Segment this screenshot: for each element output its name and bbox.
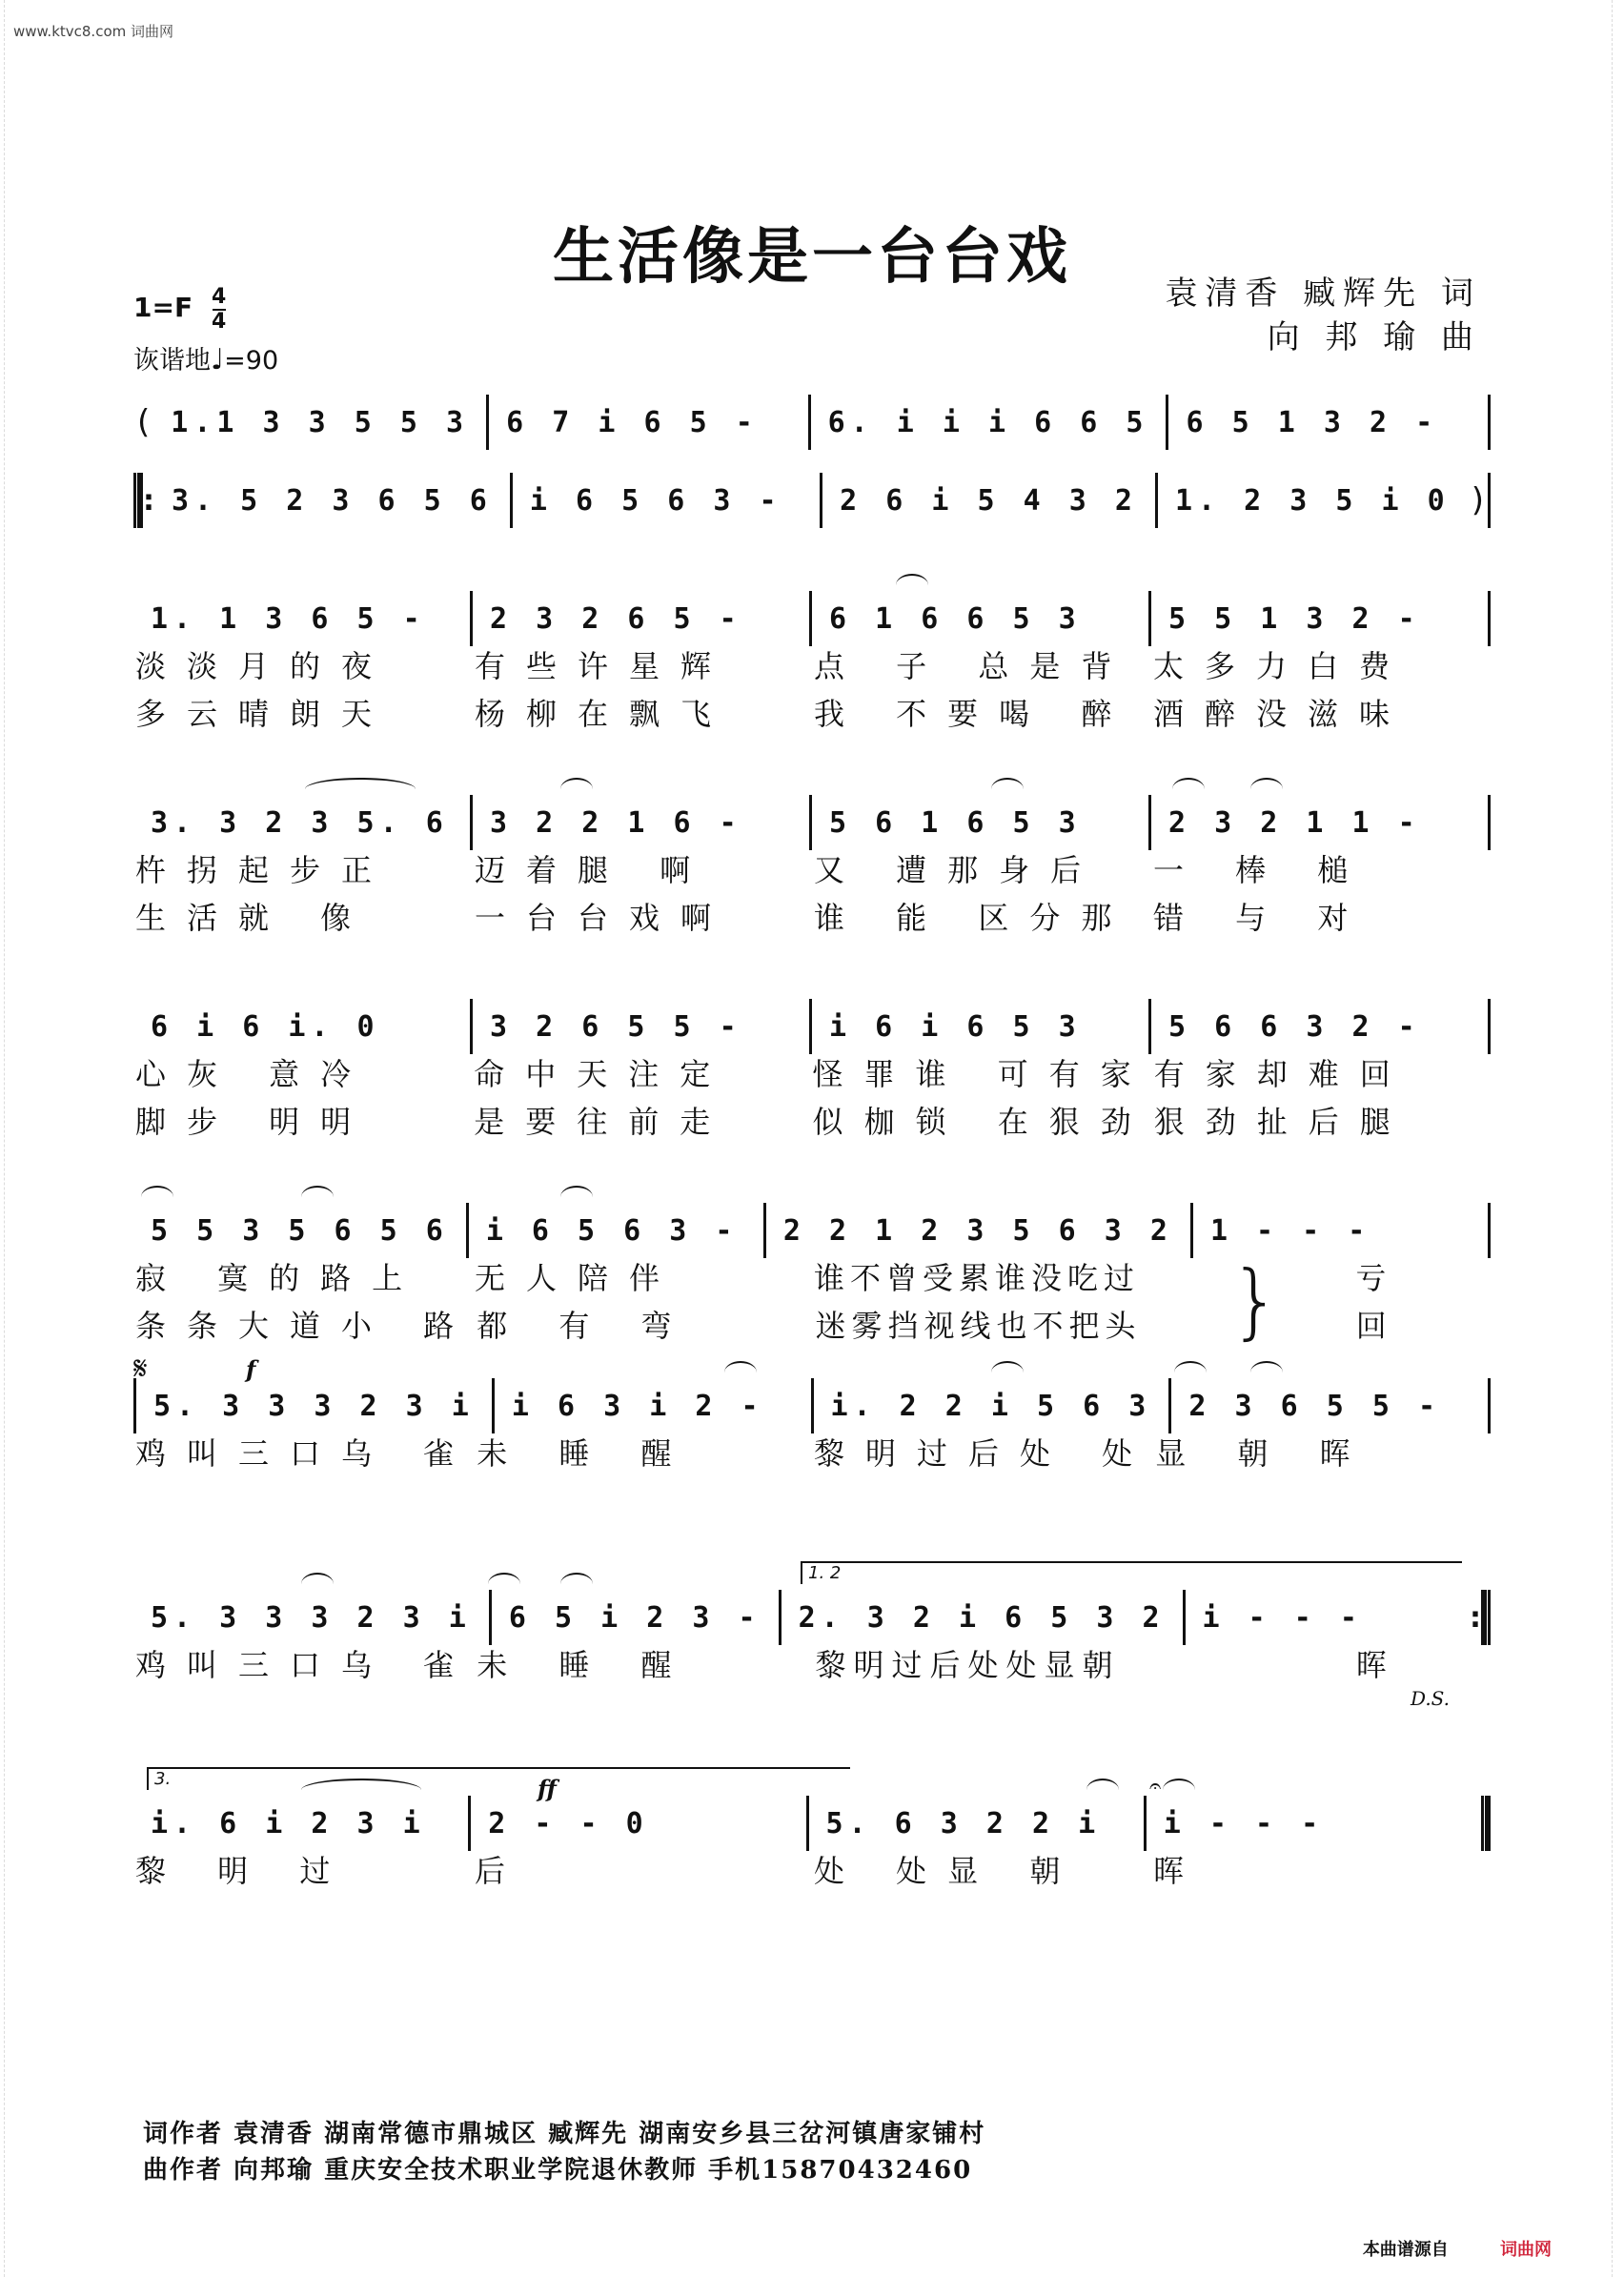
tie-icon <box>896 574 928 597</box>
lyric: 黎明过后处处显朝 <box>815 1647 1121 1683</box>
tie-icon <box>301 1186 334 1209</box>
measure: 5 6 1 6 5 3 <box>829 805 1082 840</box>
notes-row <box>133 1384 1491 1428</box>
lyric: 淡淡月的夜 <box>135 648 394 684</box>
segno-icon: 𝄋 <box>133 1350 148 1388</box>
measure: i 6 5 6 3 - <box>485 1213 739 1248</box>
dynamic-marking: f <box>246 1355 256 1383</box>
measure: 2 3 2 6 5 - <box>490 601 742 636</box>
lyric: 未 睡 醒 <box>477 1647 693 1683</box>
lyric: 命中天注定 <box>474 1056 732 1092</box>
lyrics-verse-1 <box>133 1252 1491 1300</box>
site-watermark: www.ktvc8.com 词曲网 <box>13 23 174 40</box>
lyric: 心灰 意冷 <box>135 1056 373 1092</box>
volta-bracket: 3. <box>147 1767 850 1790</box>
measure: i 6 5 6 3 - <box>529 483 782 518</box>
tempo-marking <box>133 339 278 376</box>
composer-info: 曲作者 向邦瑜 重庆安全技术职业学院退休教师 手机15870432460 <box>143 2156 973 2185</box>
lyrics-verse-2 <box>133 892 1491 940</box>
score-line-2 <box>133 478 1491 522</box>
lyric: 点 子 总是背 <box>814 648 1133 684</box>
measure: 2 - - 0 <box>488 1806 649 1840</box>
lyric: 生活就 像 <box>135 900 373 936</box>
repeat-end-barline <box>1481 1590 1491 1645</box>
measure: 6. i i i 6 6 5 <box>827 405 1149 439</box>
tie-icon <box>991 778 1024 801</box>
tie-icon <box>1250 1361 1283 1384</box>
articulation-row <box>133 1769 1491 1802</box>
measure: 5. 3 3 3 2 3 i <box>151 1600 472 1635</box>
lyric: 又 遭那身后 <box>814 852 1103 888</box>
measure: 1.1 3 3 5 5 3 <box>171 405 470 439</box>
measure: 6 5 1 3 2 - <box>1186 405 1439 439</box>
measure: 1. 2 3 5 i 0 <box>1174 483 1451 518</box>
measure: 6 1 6 6 5 3 <box>829 601 1082 636</box>
lyric: 黎明过后处 处 <box>814 1435 1154 1472</box>
tie-icon <box>1172 778 1205 801</box>
score-line-6 <box>133 1180 1491 1348</box>
left-watermark-stripe <box>4 0 12 2277</box>
lyric: 无人陪伴 <box>475 1260 681 1296</box>
tie-icon <box>301 1573 334 1596</box>
measure: 2 3 6 5 5 - <box>1188 1389 1442 1423</box>
repeat-dots-icon: : <box>143 483 154 518</box>
measure: 5 5 3 5 6 5 6 <box>151 1213 449 1248</box>
lyric: 鸡叫三口乌 雀 <box>135 1435 476 1472</box>
key-signature: 1=F <box>133 292 193 323</box>
lyric: 是要往前走 <box>474 1104 732 1140</box>
tie-icon <box>488 1573 520 1596</box>
measure: 2 6 i 5 4 3 2 <box>840 483 1138 518</box>
open-paren: ( <box>137 403 151 441</box>
lyrics-verse-2 <box>133 1096 1491 1144</box>
lyric: 狠劲扯后腿 <box>1153 1104 1411 1140</box>
measure: 6 i 6 i. 0 <box>151 1009 380 1044</box>
lyric: 有家却难回 <box>1153 1056 1411 1092</box>
quarter-note-icon: ♩ <box>211 343 225 376</box>
lyric: 处 处显 朝 <box>814 1853 1082 1889</box>
lyric: 错 与 对 <box>1153 900 1370 936</box>
lyric: 怪罪谁 可有家 <box>812 1056 1152 1092</box>
lyricist-info: 词作者 袁清香 湖南常德市鼎城区 臧辉先 湖南安乡县三岔河镇唐家铺村 <box>143 2120 986 2148</box>
tie-icon <box>724 1361 757 1384</box>
lyric: 一 棒 槌 <box>1153 852 1370 888</box>
lyric: 亏 <box>1355 1260 1408 1296</box>
lyric: 条条大道小 路 <box>135 1308 476 1344</box>
notes-row <box>133 1801 1491 1845</box>
tie-icon <box>560 1573 593 1596</box>
lyrics-verse-1 <box>133 1428 1491 1475</box>
tie-icon <box>1174 1361 1207 1384</box>
repeat-start-barline <box>133 473 143 528</box>
notes-row <box>133 478 1491 522</box>
time-signature-top: 4 <box>212 285 227 309</box>
fermata-icon: 𝄐 <box>1149 1775 1162 1799</box>
measure: 2. 3 2 i 6 5 3 2 <box>798 1600 1166 1635</box>
lyric: 杨柳在飘飞 <box>475 696 733 732</box>
lyric: 回 <box>1355 1308 1408 1344</box>
barline <box>1488 591 1491 646</box>
lyric: 迈着腿 啊 <box>475 852 712 888</box>
articulation-row <box>133 1180 1491 1209</box>
lyric: 有些许星辉 <box>475 648 733 684</box>
lyrics-verse-1 <box>133 640 1491 688</box>
lyric: 未 睡 醒 <box>477 1435 693 1472</box>
lyric: 酒醉没滋味 <box>1153 696 1411 732</box>
measure: i. 2 2 i 5 6 3 <box>830 1389 1152 1423</box>
verse-brace-icon: } <box>1229 1253 1282 1349</box>
lyric: 都 有 弯 <box>477 1308 693 1344</box>
score-line-5 <box>133 976 1491 1144</box>
lyric: 我 不要喝 醉 <box>814 696 1133 732</box>
measure: 5. 6 3 2 2 i <box>825 1806 1102 1840</box>
lyric: 晖 <box>1355 1647 1408 1683</box>
lyric: 似枷锁 在狠劲 <box>812 1104 1152 1140</box>
barline <box>1488 795 1491 850</box>
notes-row <box>133 1209 1491 1252</box>
notes-row <box>133 400 1491 444</box>
lyric: 迷雾挡视线也不把头 <box>815 1308 1142 1344</box>
measure: 3. 3 2 3 5. 6 <box>151 805 449 840</box>
articulation-row <box>133 1563 1491 1596</box>
tie-icon <box>560 1186 593 1209</box>
barline <box>1488 1378 1491 1433</box>
score-line-7 <box>133 1350 1491 1475</box>
articulation-row <box>133 976 1491 1005</box>
score-line-4 <box>133 772 1491 940</box>
barline <box>1488 1203 1491 1258</box>
lyrics-verse-1 <box>133 844 1491 892</box>
measure: 2 3 2 1 1 - <box>1168 805 1421 840</box>
final-barline <box>1481 1796 1491 1851</box>
measure: 1 - - - <box>1209 1213 1371 1248</box>
volta-bracket: 1. 2 <box>801 1561 1462 1584</box>
source-label: 本曲谱源自 <box>1362 2240 1449 2260</box>
tie-icon <box>1086 1779 1119 1801</box>
lyric: 显 朝 晖 <box>1155 1435 1371 1472</box>
lyric: 黎 明 过 <box>135 1853 352 1889</box>
measure: 5 6 6 3 2 - <box>1168 1009 1421 1044</box>
measure: i. 6 i 2 3 i <box>151 1806 426 1840</box>
tempo-expression: 诙谐地 <box>133 346 211 376</box>
barline <box>1488 395 1491 450</box>
lyric: 谁 能 区分那 <box>814 900 1133 936</box>
score-line-3 <box>133 568 1491 736</box>
source-site-link[interactable]: 词曲网 <box>1500 2240 1552 2260</box>
score-line-9 <box>133 1769 1491 1893</box>
measure: i 6 3 i 2 - <box>511 1389 764 1423</box>
tie-icon <box>141 1186 173 1209</box>
tie-icon <box>560 778 593 801</box>
measure: 6 7 i 6 5 - <box>506 405 759 439</box>
tie-icon <box>305 778 416 801</box>
lyric: 寂 寞的路上 <box>135 1260 424 1296</box>
right-watermark-stripe <box>1612 0 1620 2277</box>
measure: 2 2 1 2 3 5 6 3 2 <box>782 1213 1173 1248</box>
measure: 3 2 2 1 6 - <box>490 805 742 840</box>
composer-credit: 向 邦 瑜 曲 <box>1267 318 1481 356</box>
source-attribution <box>1363 2236 1552 2261</box>
lyrics-verse-1 <box>133 1639 1491 1687</box>
lyric: 多云晴朗天 <box>135 696 394 732</box>
lyric: 一台台戏啊 <box>475 900 733 936</box>
lyrics-verse-1 <box>133 1845 1491 1893</box>
tie-icon <box>1250 778 1283 801</box>
articulation-row <box>133 772 1491 801</box>
articulation-row <box>133 1350 1491 1388</box>
lyric: 谁不曾受累谁没吃过 <box>814 1260 1141 1296</box>
lyric: 太多力白费 <box>1153 648 1411 684</box>
measure: i - - - <box>1202 1600 1363 1635</box>
lyric: 脚步 明明 <box>135 1104 373 1140</box>
dynamic-marking: ff <box>538 1775 557 1802</box>
articulation-row <box>133 568 1491 597</box>
time-signature <box>212 286 226 334</box>
lyric: 鸡叫三口乌 雀 <box>135 1647 476 1683</box>
score-line-1 <box>133 400 1491 444</box>
tempo-bpm: =90 <box>224 346 279 376</box>
notes-row <box>133 801 1491 844</box>
measure: 1. 1 3 6 5 - <box>151 601 426 636</box>
lyric: 后 <box>475 1853 527 1889</box>
notes-row <box>133 597 1491 640</box>
close-paren: ) <box>1471 481 1484 519</box>
lyricist-credit: 袁清香 臧辉先 词 <box>1165 274 1481 313</box>
dal-segno-marking: D.S. <box>1411 1687 1451 1710</box>
tie-icon <box>301 1779 421 1801</box>
time-signature-bottom: 4 <box>212 310 227 334</box>
lyric: 杵拐起步正 <box>135 852 394 888</box>
measure: 3. 5 2 3 6 5 6 <box>172 483 493 518</box>
measure: 5. 3 3 3 2 3 i <box>153 1389 475 1423</box>
measure: 3 2 6 5 5 - <box>490 1009 742 1044</box>
lyric: 晖 <box>1153 1853 1206 1889</box>
measure: i 6 i 6 5 3 <box>829 1009 1082 1044</box>
score-line-8 <box>133 1563 1491 1710</box>
lyrics-verse-2 <box>133 688 1491 736</box>
tie-icon <box>991 1361 1024 1384</box>
barline <box>1488 999 1491 1054</box>
lyrics-verse-2 <box>133 1300 1491 1348</box>
measure: 6 5 i 2 3 - <box>508 1600 761 1635</box>
measure: 5 5 1 3 2 - <box>1168 601 1421 636</box>
barline <box>1488 473 1491 528</box>
notes-row <box>133 1005 1491 1048</box>
measure: i - - - <box>1163 1806 1325 1840</box>
lyrics-verse-1 <box>133 1048 1491 1096</box>
notes-row <box>133 1596 1491 1639</box>
song-title: 生活像是一台台戏 <box>553 221 1071 293</box>
repeat-dots-icon: : <box>1470 1600 1481 1635</box>
